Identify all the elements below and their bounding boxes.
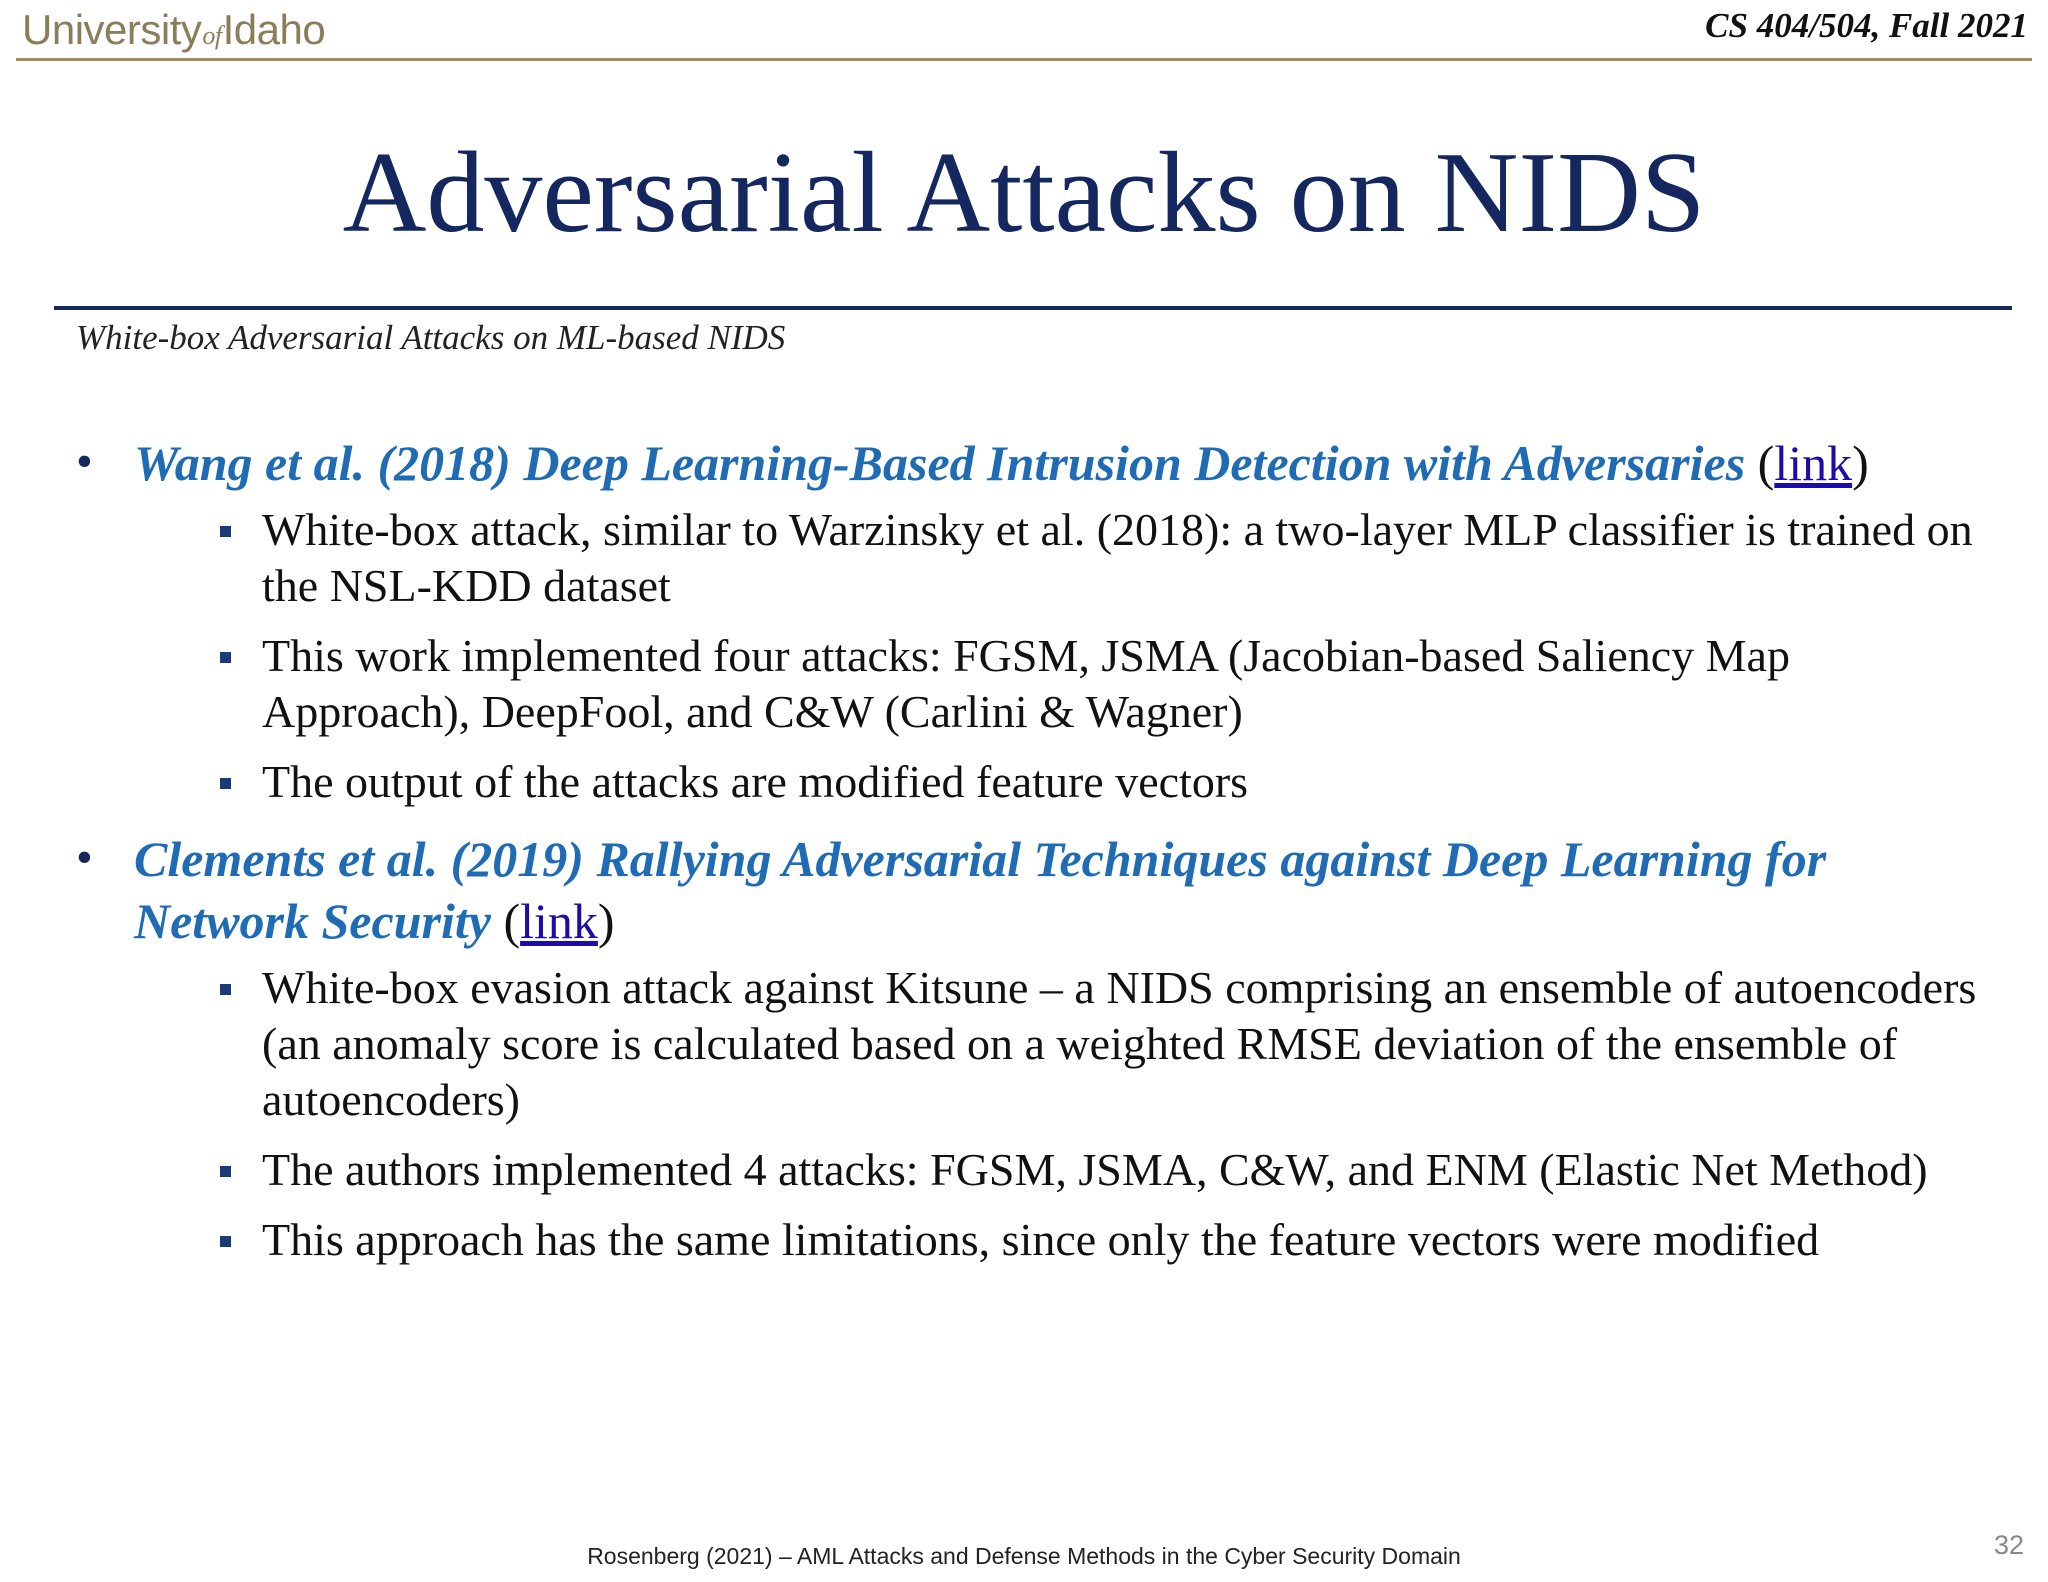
link-open-paren: ( — [1745, 435, 1775, 491]
course-label: CS 404/504, Fall 2021 — [1705, 6, 2028, 45]
sub-bullet-list — [134, 960, 1986, 1268]
sub-bullet-list — [134, 502, 1986, 810]
bullet-item — [76, 432, 1986, 810]
sub-bullet-text: The authors implemented 4 attacks: FGSM, JSMA, C&W, and ENM (Elastic Net Method) — [262, 1144, 1928, 1195]
bullet-item — [76, 828, 1986, 1268]
page-number: 32 — [1993, 1530, 2024, 1560]
square-bullet-icon — [220, 1166, 231, 1177]
sub-bullet-text: This approach has the same limitations, since only the feature vectors were modified — [262, 1214, 1820, 1265]
paper-title: Wang et al. (2018) Deep Learning-Based Intrusion Detection with Adversaries — [134, 435, 1746, 491]
slide-content — [76, 432, 1986, 1286]
slide-title: Adversarial Attacks on NIDS — [342, 129, 1706, 257]
sub-bullet-text: White-box evasion attack against Kitsune – a NIDS comprising an ensemble of autoencoders (an anomaly score is calculated based on a weighted RMSE deviation of the ensemble of autoencoders) — [262, 962, 1977, 1125]
header-divider — [16, 58, 2032, 61]
paper-link[interactable]: link — [520, 893, 598, 949]
square-bullet-icon — [220, 778, 231, 789]
square-bullet-icon — [220, 652, 231, 663]
link-close-paren: ) — [597, 893, 615, 949]
logo-of-text: of — [202, 21, 222, 50]
sub-bullet-item — [134, 628, 1986, 740]
title-divider — [54, 306, 2012, 310]
sub-bullet-item — [134, 502, 1986, 614]
bullet-dot-icon: • — [76, 435, 93, 488]
bullet-text — [134, 432, 1986, 494]
sub-bullet-text: The output of the attacks are modified feature vectors — [262, 756, 1249, 807]
link-close-paren: ) — [1852, 435, 1869, 491]
paper-title: Clements et al. (2019) Rallying Adversarial Techniques against Deep Learning for Network Security — [134, 831, 1827, 949]
square-bullet-icon — [220, 1236, 231, 1247]
logo-university-text: University — [22, 6, 202, 53]
sub-bullet-item — [134, 1212, 1986, 1268]
footer-citation: Rosenberg (2021) – AML Attacks and Defense Methods in the Cyber Security Domain — [587, 1543, 1461, 1569]
paper-link[interactable]: link — [1774, 435, 1853, 491]
bullet-dot-icon: • — [76, 831, 93, 884]
slide-subtitle: White-box Adversarial Attacks on ML-based NIDS — [76, 318, 786, 357]
link-open-paren: ( — [490, 893, 521, 949]
square-bullet-icon — [220, 526, 231, 537]
logo-idaho-text: Idaho — [222, 6, 326, 53]
university-logo — [22, 6, 325, 54]
sub-bullet-item — [134, 960, 1986, 1128]
sub-bullet-text: This work implemented four attacks: FGSM, JSMA (Jacobian-based Saliency Map Approach), DeepFool, and C&W (Carlini & Wagner) — [262, 630, 1790, 737]
sub-bullet-text: White-box attack, similar to Warzinsky et al. (2018): a two-layer MLP classifier is trained on the NSL-KDD dataset — [262, 504, 1973, 611]
sub-bullet-item — [134, 1142, 1986, 1198]
square-bullet-icon — [220, 984, 231, 995]
sub-bullet-item — [134, 754, 1986, 810]
bullet-text — [134, 828, 1986, 952]
